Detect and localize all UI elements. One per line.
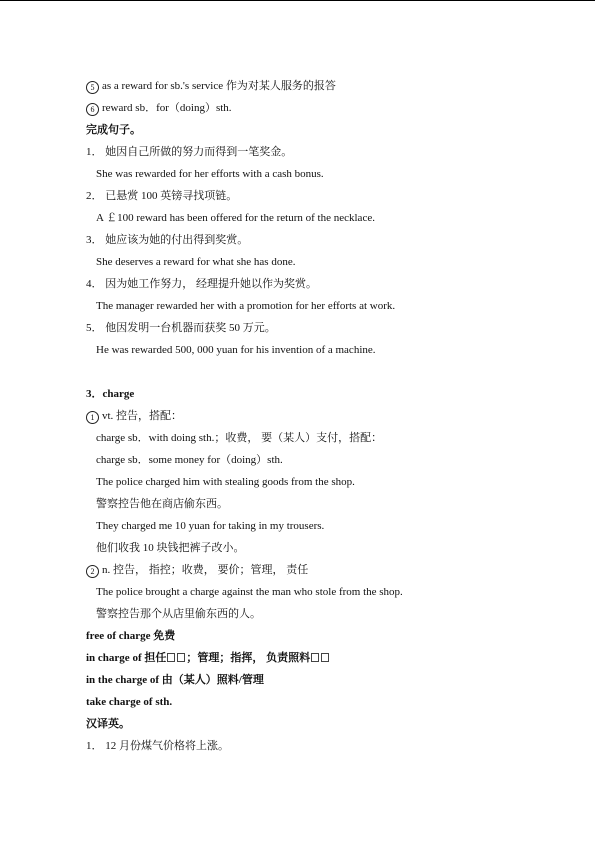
exercise-prompt: 4． 因为她工作努力， 经理提升她以作为奖赏。 (86, 278, 317, 290)
phrase-line (86, 651, 330, 665)
missing-glyph-box (177, 653, 185, 662)
section-heading: 完成句子。 (86, 124, 141, 136)
line-text: vt. 控告，搭配： (102, 410, 183, 422)
phrase-line: in the charge of 由（某人）照料/管理 (86, 674, 264, 686)
phrase-line: free of charge 免费 (86, 630, 176, 642)
example-translation: 警察控告那个从店里偷东西的人。 (96, 608, 261, 620)
exercise-answer: She deserves a reward for what she has done. (96, 256, 296, 268)
line-text: n. 控告， 指控；收费， 要价；管理， 责任 (102, 564, 309, 576)
exercise-answer: A ￡100 reward has been offered for the return of the necklace. (96, 212, 375, 224)
example-sentence: The police charged him with stealing goods from the shop. (96, 476, 355, 488)
circled-number: 6 (86, 103, 99, 116)
page-top-border (0, 0, 595, 1)
line-text: as a reward for sb.'s service 作为对某人服务的报答 (102, 80, 336, 92)
usage-line: charge sb．with doing sth.；收费， 要（某人）支付，搭配： (96, 432, 383, 444)
exercise-answer: She was rewarded for her efforts with a cash bonus. (96, 168, 324, 180)
exercise-prompt: 1． 她因自己所做的努力而得到一笔奖金。 (86, 146, 293, 158)
missing-glyph-box (167, 653, 175, 662)
example-translation: 警察控告他在商店偷东西。 (96, 498, 228, 510)
usage-line: charge sb．some money for（doing）sth. (96, 454, 283, 466)
exercise-answer: The manager rewarded her with a promotion for her efforts at work. (96, 300, 396, 312)
circled-number: 2 (86, 565, 99, 578)
example-sentence: The police brought a charge against the man who stole from the shop. (96, 586, 403, 598)
list-item (86, 101, 232, 116)
phrase-part: ；管理；指挥， 负责照料 (186, 652, 311, 664)
missing-glyph-box (321, 653, 329, 662)
list-item (86, 563, 308, 578)
exercise-answer: He was rewarded 500, 000 yuan for his invention of a machine. (96, 344, 376, 356)
line-text: reward sb．for（doing）sth. (102, 102, 232, 114)
example-sentence: They charged me 10 yuan for taking in my trousers. (96, 520, 325, 532)
list-item (86, 79, 336, 94)
circled-number: 5 (86, 81, 99, 94)
circled-number: 1 (86, 411, 99, 424)
exercise-prompt: 3． 她应该为她的付出得到奖赏。 (86, 234, 249, 246)
example-translation: 他们收我 10 块钱把裤子改小。 (96, 542, 245, 554)
exercise-prompt: 5． 他因发明一台机器而获奖 50 万元。 (86, 322, 276, 334)
list-item (86, 409, 182, 424)
section-heading: 3．charge (86, 388, 135, 400)
section-heading: 汉译英。 (86, 718, 130, 730)
missing-glyph-box (311, 653, 319, 662)
exercise-prompt: 2． 已悬赏 100 英镑寻找项链。 (86, 190, 238, 202)
phrase-line: take charge of sth. (86, 696, 173, 708)
exercise-prompt: 1． 12 月份煤气价格将上涨。 (86, 740, 229, 752)
phrase-part: in charge of 担任 (86, 652, 167, 664)
